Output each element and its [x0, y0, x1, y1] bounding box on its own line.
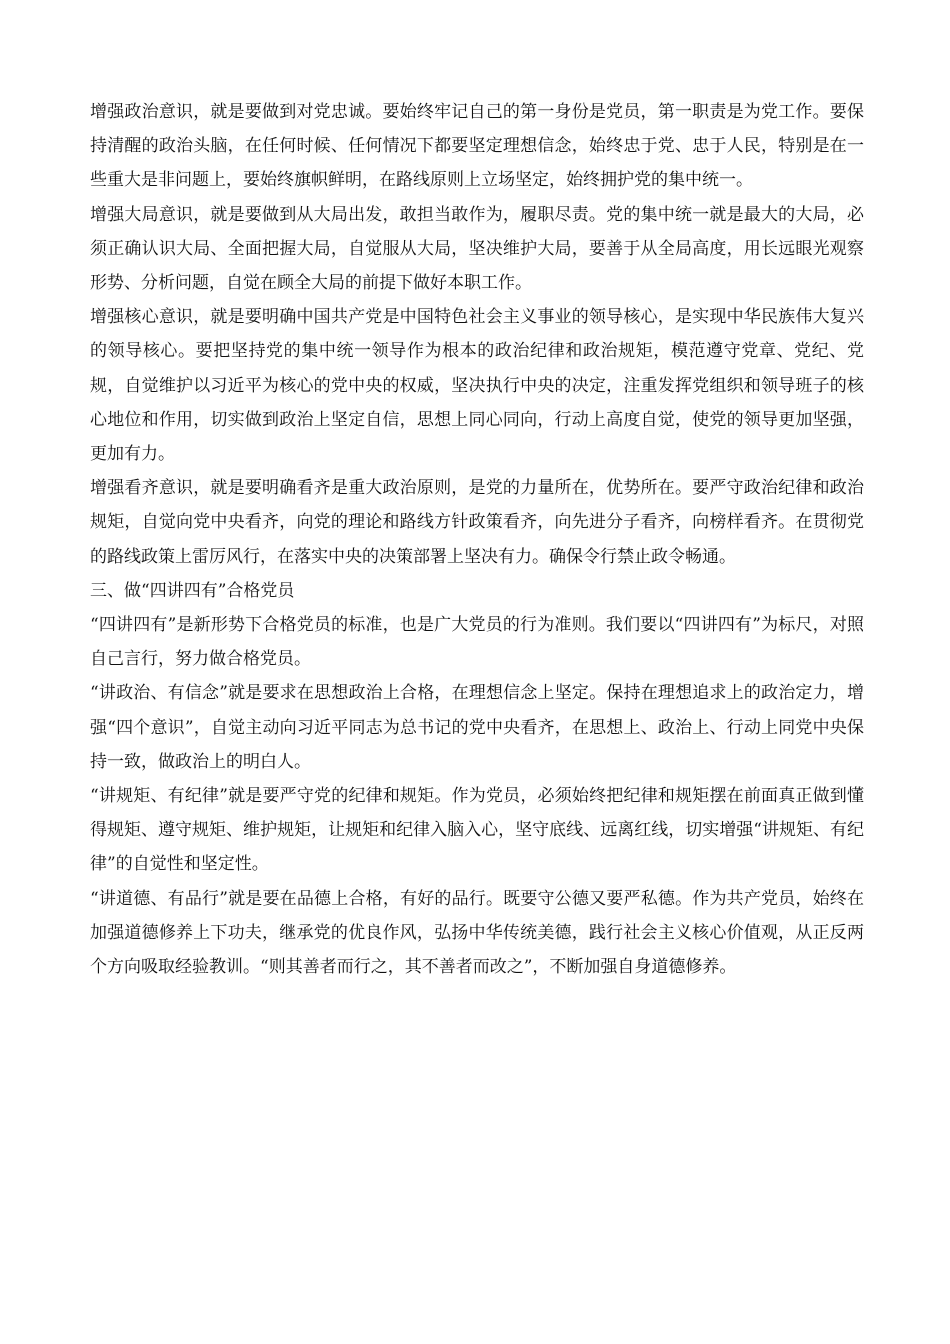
paragraph-alignment-awareness: 增强看齐意识，就是要明确看齐是重大政治原则，是党的力量所在，优势所在。要严守政治纪律和政治规矩，自觉向党中央看齐，向党的理论和路线方针政策看齐，向先进分子看齐，向榜样看齐。在贯彻党的路线政策上雷厉风行，在落实中央的决策部署上坚决有力。确保令行禁止政令畅通。 [90, 478, 864, 567]
paragraph-rules-discipline: “讲规矩、有纪律”就是要严守党的纪律和规矩。作为党员，必须始终把纪律和规矩摆在前面真正做到懂得规矩、遵守规矩、维护规矩，让规矩和纪律入脑入心，坚守底线、远离红线，切实增强“讲规矩、有纪律”的自觉性和坚定性。 [90, 786, 864, 875]
paragraph-politics-belief: “讲政治、有信念”就是要求在思想政治上合格，在理想信念上坚定。保持在理想追求上的政治定力，增强“四个意识”，自觉主动向习近平同志为总书记的党中央看齐，在思想上、政治上、行动上同党中央保持一致，做政治上的明白人。 [90, 683, 864, 772]
paragraph-political-awareness: 增强政治意识，就是要做到对党忠诚。要始终牢记自己的第一身份是党员，第一职责是为党工作。要保持清醒的政治头脑，在任何时候、任何情况下都要坚定理想信念，始终忠于党、忠于人民，特别是在一些重大是非问题上，要始终旗帜鲜明，在路线原则上立场坚定，始终拥护党的集中统一。 [90, 102, 864, 191]
paragraph-overall-awareness: 增强大局意识，就是要做到从大局出发，敢担当敢作为，履职尽责。党的集中统一就是最大的大局，必须正确认识大局、全面把握大局，自觉服从大局，坚决维护大局，要善于从全局高度，用长远眼光观察形势、分析问题，自觉在顾全大局的前提下做好本职工作。 [90, 204, 864, 294]
paragraph-core-awareness: 增强核心意识，就是要明确中国共产党是中国特色社会主义事业的领导核心，是实现中华民族伟大复兴的领导核心。要把坚持党的集中统一领导作为根本的政治纪律和政治规矩，模范遵守党章、党纪、党规，自觉维护以习近平为核心的党中央的权威，坚决执行中央的决定，注重发挥党组织和领导班子的核心地位和作用，切实做到政治上坚定自信，思想上同心同向，行动上高度自觉，使党的领导更加坚强，更加有力。 [90, 307, 864, 465]
paragraph-four-speaks-intro: “四讲四有”是新形势下合格党员的标准，也是广大党员的行为准则。我们要以“四讲四有”为标尺，对照自己言行，努力做合格党员。 [90, 615, 864, 670]
section-heading: 三、做“四讲四有”合格党员 [90, 580, 295, 601]
document-body [90, 95, 864, 984]
paragraph-morality-conduct: “讲道德、有品行”就是要在品德上合格，有好的品行。既要守公德又要严私德。作为共产党员，始终在加强道德修养上下功夫，继承党的优良作风，弘扬中华传统美德，践行社会主义核心价值观，从正反两个方向吸取经验教训。“则其善者而行之，其不善者而改之”，不断加强自身道德修养。 [90, 888, 864, 978]
